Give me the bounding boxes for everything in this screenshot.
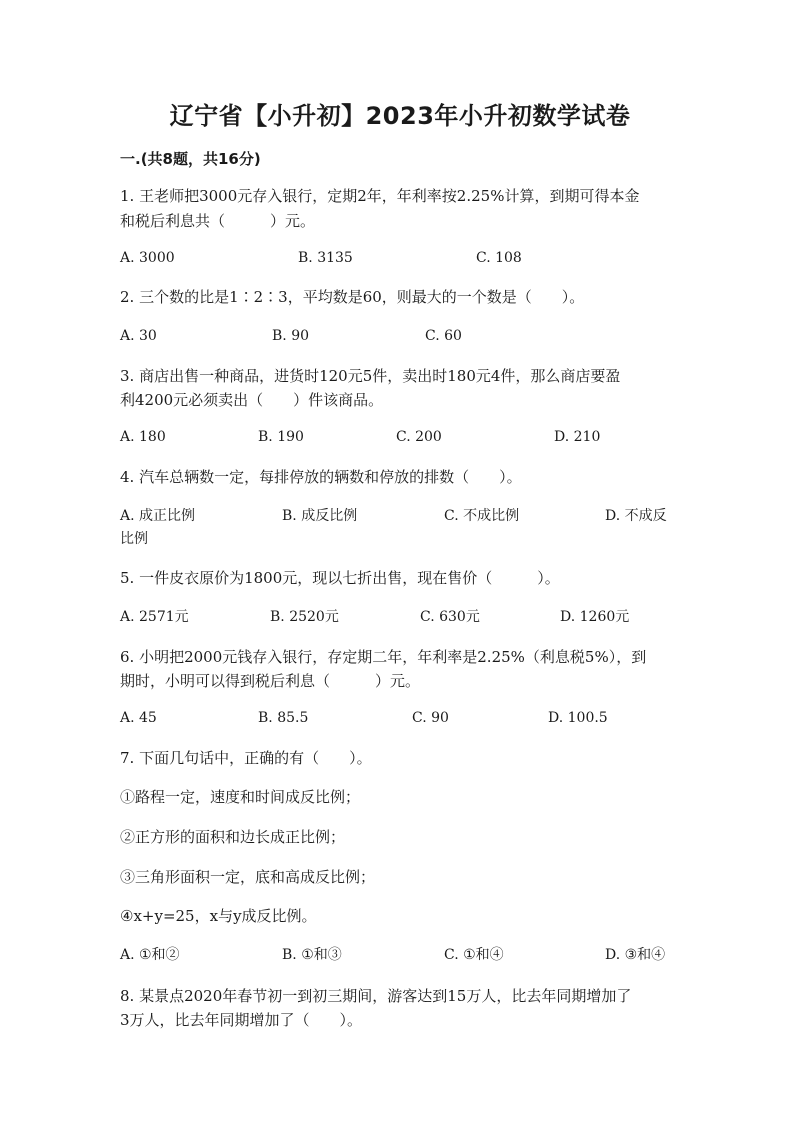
question-8-line-2: 3万人，比去年同期增加了（ ）。 <box>120 1011 363 1029</box>
question-4-option-d: D. 不成反 <box>605 508 667 524</box>
page-title: 辽宁省【小升初】2023年小升初数学试卷 <box>169 102 631 130</box>
question-3-option-a: A. 180 <box>120 429 166 445</box>
question-5-line-1: 5. 一件皮衣原价为1800元，现以七折出售，现在售价（ ）。 <box>120 569 560 587</box>
question-4-option-a: A. 成正比例 <box>120 508 196 524</box>
question-7-line-1: 7. 下面几句话中，正确的有（ ）。 <box>120 749 372 767</box>
question-7-statement-1: ①路程一定，速度和时间成反比例； <box>120 788 361 806</box>
question-7-statement-2: ②正方形的面积和边长成正比例； <box>120 828 346 846</box>
question-4-option-b: B. 成反比例 <box>282 508 358 524</box>
question-6-option-a: A. 45 <box>120 710 157 726</box>
question-2-option-a: A. 30 <box>120 328 157 344</box>
question-6-option-b: B. 85.5 <box>258 710 309 726</box>
question-6-option-c: C. 90 <box>412 710 449 726</box>
question-3-line-2: 利4200元必须卖出（ ）件该商品。 <box>120 391 384 409</box>
question-8-line-1: 8. 某景点2020年春节初一到初三期间，游客达到15万人，比去年同期增加了 <box>120 987 632 1005</box>
question-1-option-b: B. 3135 <box>298 250 353 266</box>
question-6-line-2: 期时，小明可以得到税后利息（ ）元。 <box>120 672 421 690</box>
question-3-line-1: 3. 商店出售一种商品，进货时120元5件，卖出时180元4件，那么商店要盈 <box>120 367 621 385</box>
question-7-option-a: A. ①和② <box>120 947 180 963</box>
question-5-option-c: C. 630元 <box>420 609 480 625</box>
question-7-statement-3: ③三角形面积一定，底和高成反比例； <box>120 868 376 886</box>
question-3-option-b: B. 190 <box>258 429 304 445</box>
question-2-line-1: 2. 三个数的比是1∶2∶3，平均数是60，则最大的一个数是（ ）。 <box>120 288 585 306</box>
question-4-option-c: C. 不成比例 <box>444 508 520 524</box>
question-6-option-d: D. 100.5 <box>548 710 608 726</box>
question-4-option-d-wrap: 比例 <box>120 531 148 547</box>
question-7-option-d: D. ③和④ <box>605 947 666 963</box>
question-5-option-a: A. 2571元 <box>120 609 189 625</box>
question-7-statement-4: ④x+y=25，x与y成反比例。 <box>120 907 317 925</box>
question-1-option-a: A. 3000 <box>120 250 175 266</box>
question-5-option-b: B. 2520元 <box>270 609 339 625</box>
question-1-line-1: 1. 王老师把3000元存入银行，定期2年，年利率按2.25%计算，到期可得本金 <box>120 187 640 205</box>
question-2-option-b: B. 90 <box>272 328 310 344</box>
question-3-option-d: D. 210 <box>554 429 601 445</box>
question-2-option-c: C. 60 <box>425 328 462 344</box>
question-7-option-c: C. ①和④ <box>444 947 504 963</box>
question-3-option-c: C. 200 <box>396 429 442 445</box>
question-5-option-d: D. 1260元 <box>560 609 630 625</box>
question-1-line-2: 和税后利息共（ ）元。 <box>120 212 316 230</box>
question-6-line-1: 6. 小明把2000元钱存入银行，存定期二年，年利率是2.25%（利息税5%），到 <box>120 648 647 666</box>
section-heading: 一.(共8题，共16分) <box>120 150 261 168</box>
question-1-option-c: C. 108 <box>476 250 522 266</box>
question-4-line-1: 4. 汽车总辆数一定，每排停放的辆数和停放的排数（ ）。 <box>120 468 522 486</box>
question-7-option-b: B. ①和③ <box>282 947 342 963</box>
